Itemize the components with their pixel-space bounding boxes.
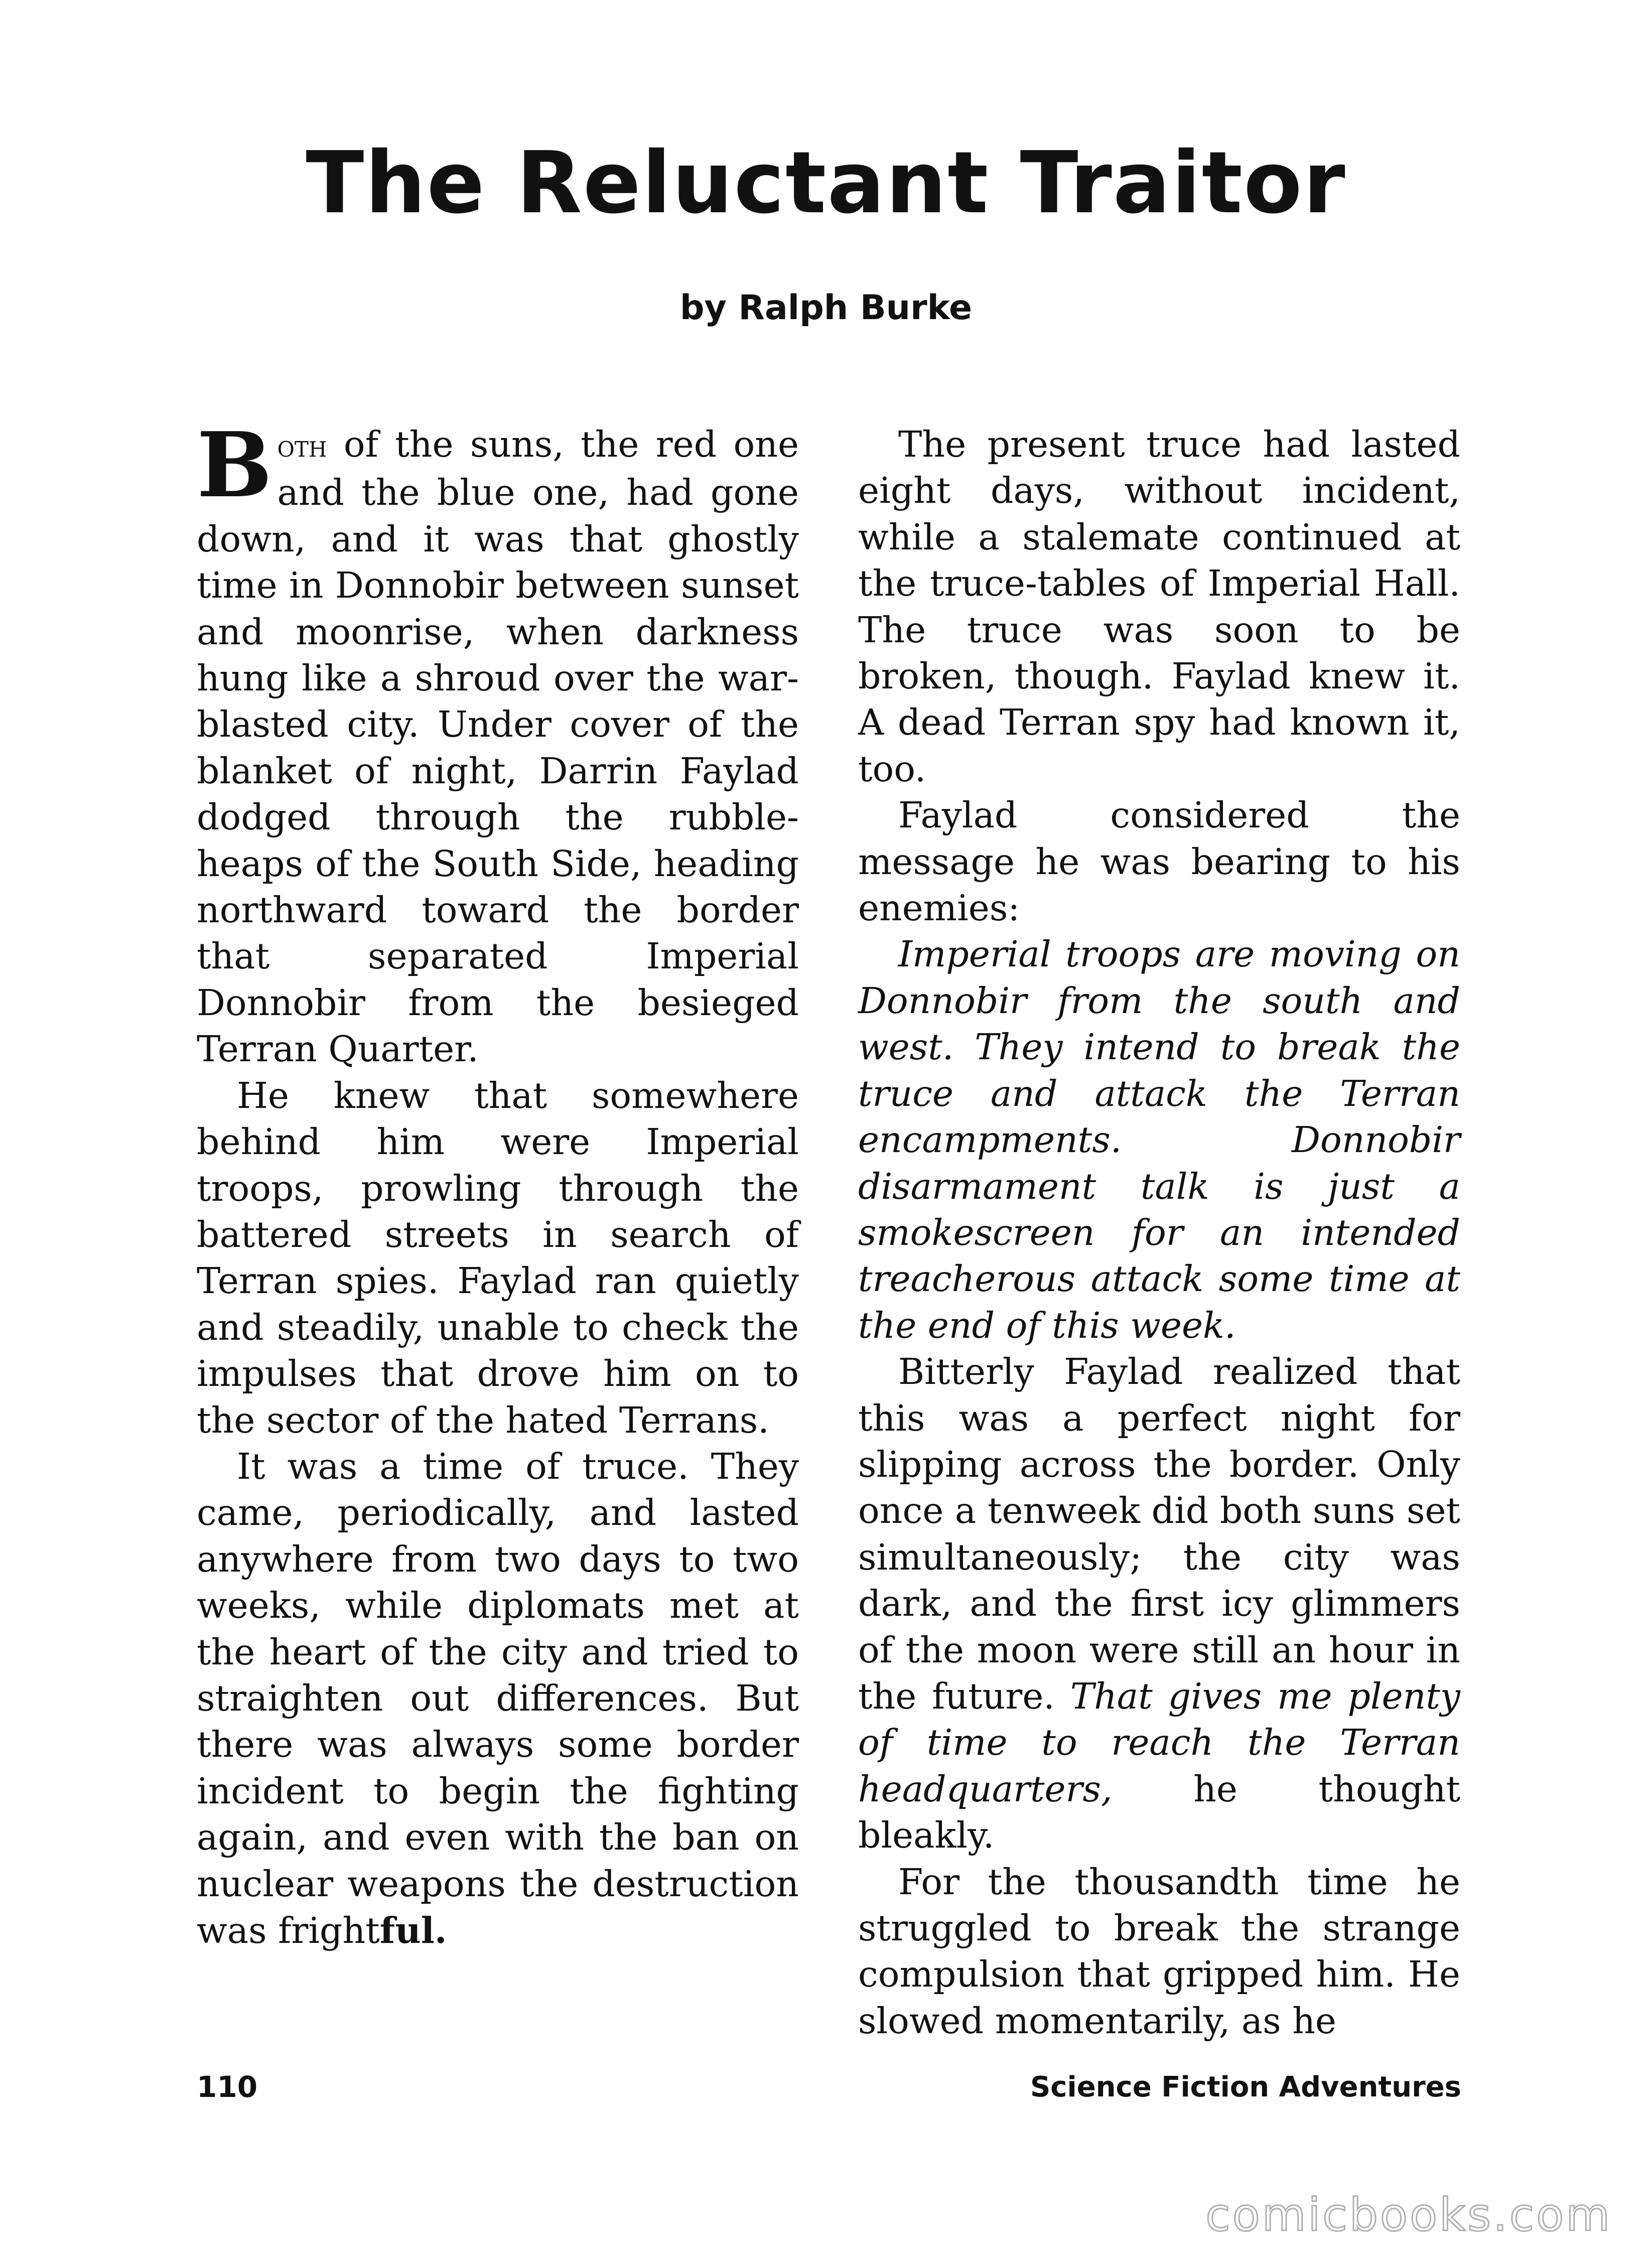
opening-word: oth [277,429,327,464]
paragraph: For the thousandth time he struggled to break the strange compulsion that gripped him. He slowed momentarily, as he [858,1861,1460,2042]
drop-cap: B [197,412,272,517]
paragraph-text: of the suns, the red one and the blue one, had gone down, and it was that ghostly time in Donnobir between sunset and moonrise, when darkness hung like a shroud over the war-blasted city. Under cover of the blanket of night, Darrin Faylad dodged through the rubble-heaps of the South Side, heading northward toward the border that separated Imperial Donnobir from the besieged Terran Quarter. [197,423,799,1070]
paragraph: The present truce had lasted eight days, without incident, while a stalemate continued at the truce-tables of Imperial Hall. The truce was soon to be broken, though. Faylad knew it. A dead Terran spy had known it, too. [858,423,1460,790]
paragraph-text: Bitterly Faylad realized that this was a perfect night for slipping across the border. Only once a tenweek did both suns set simultaneously; the city was dark, and the first icy glimmers of the moon were still an hour in the future. [858,1351,1460,1717]
author-byline: by Ralph Burke [679,288,973,328]
left-column [197,412,799,1954]
paragraph: He knew that somewhere behind him were Imperial troops, prowling through the battered streets in search of Terran spies. Faylad ran quietly and steadily, unable to check the impulses that drove him on to the sector of the hated Terrans. [197,1074,799,1441]
paragraph [197,1444,799,1954]
paragraph: Faylad considered the message he was bearing to his enemies: [858,794,1460,929]
page-number: 110 [197,2070,258,2104]
italic-thought: That gives me plenty of time to reach the Terran headquarters, [858,1675,1460,1810]
paragraph [858,1349,1460,1859]
italic-message: Imperial troops are moving on Donnobir from the south and west. They intend to break the truce and attack the Terran encampments. Donnobir disarmament talk is just a smokescreen for an intended treacherous attack some time at the end of this week. [858,933,1460,1346]
story-title: The Reluctant Traitor [306,133,1346,233]
paragraph [197,412,799,1073]
right-column [858,421,1460,2044]
magazine-name: Science Fiction Adventures [1030,2071,1461,2103]
watermark: comicbooks.com [1205,2189,1612,2241]
paragraph-text: It was a time of truce. They came, periodically, and lasted anywhere from two days to two weeks, while diplomats met at the heart of the city and tried to straighten out differences. But there was always some border incident to begin the fighting again, and even with the ban on nuclear weapons the destruction was fright [197,1445,799,1951]
paragraph-text-end: ful. [379,1909,447,1951]
paragraph-text-end: he thought bleakly. [858,1768,1460,1857]
